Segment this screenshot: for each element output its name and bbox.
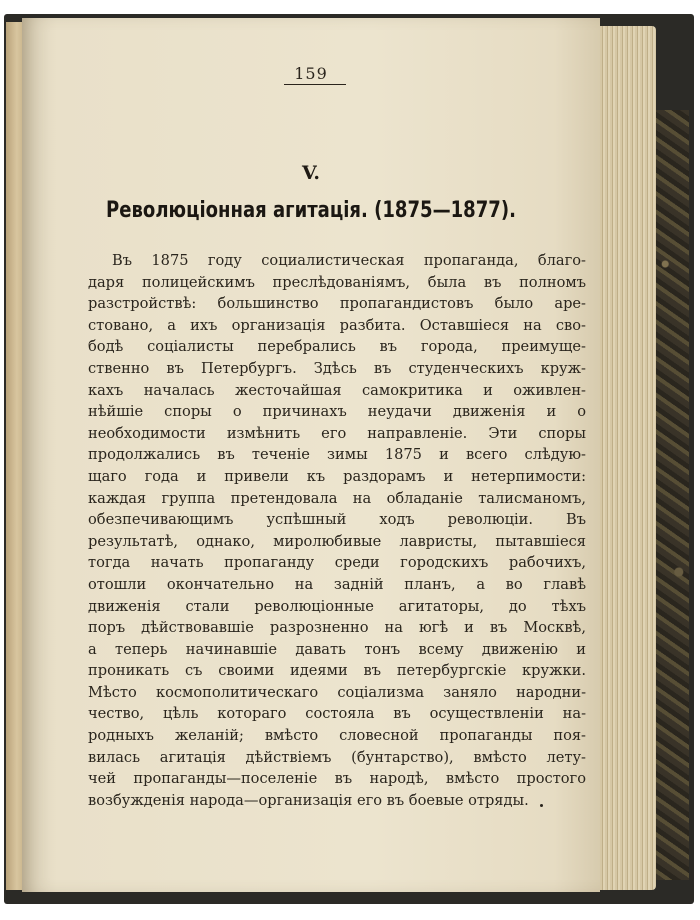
- text-line: родныхъ желаній; вмѣсто словесной пропаганды поя-: [88, 727, 586, 745]
- marbled-binding: [655, 110, 689, 880]
- page-number: 159: [294, 64, 328, 83]
- text-line: тогда начать пропаганду среди городскихъ рабочихъ,: [88, 554, 586, 572]
- text-line: стовано, а ихъ организація разбита. Оставшіеся на сво-: [88, 316, 586, 334]
- body-text: [88, 250, 586, 811]
- text-line: отошли окончательно на задній планъ, а во главѣ: [88, 575, 586, 593]
- ink-speck: [540, 804, 543, 807]
- text-line: каждая группа претендовала на обладаніе талисманомъ,: [88, 489, 586, 507]
- book-page: [22, 18, 600, 892]
- text-line: кахъ началась жесточайшая самокритика и оживлен-: [88, 381, 586, 399]
- text-line: продолжались въ теченіе зимы 1875 и всего слѣдую-: [88, 446, 586, 464]
- text-line: вилась агитація дѣйствіемъ (бунтарство), вмѣсто лету-: [88, 748, 586, 766]
- text-line: движенія стали революціонные агитаторы, до тѣхъ: [88, 597, 586, 615]
- text-line: Въ 1875 году социалистическая пропаганда, благо-: [112, 252, 586, 269]
- text-line: возбужденія народа—организація его въ боевые отряды.: [88, 791, 529, 809]
- text-line: разстройствѣ: большинство пропагандистовъ было аре-: [88, 295, 586, 313]
- text-line: даря полицейскимъ преслѣдованіямъ, была въ полномъ: [88, 273, 586, 291]
- text-line: ственно въ Петербургъ. Здѣсь въ студенческихъ круж-: [88, 359, 586, 377]
- text-line: бодѣ соціалисты перебрались въ города, преимуще-: [88, 338, 586, 356]
- text-line: результатѣ, однако, миролюбивые лавристы, пытавшіеся: [88, 532, 586, 550]
- chapter-numeral: V.: [301, 162, 321, 184]
- text-line: поръ дѣйствовавшіе разрозненно на югѣ и въ Москвѣ,: [88, 619, 586, 637]
- text-line: обезпечивающимъ успѣшный ходъ революціи. Въ: [88, 511, 586, 529]
- text-line: щаго года и привели къ раздорамъ и нетерпимости:: [88, 467, 586, 485]
- text-line: а теперь начинавшіе давать тонъ всему движенію и: [88, 640, 586, 658]
- text-line: необходимости измѣнить его направленіе. Эти споры: [88, 424, 586, 442]
- text-line: нѣйшіе споры о причинахъ неудачи движенія и о: [88, 403, 586, 421]
- text-line: Мѣсто космополитическаго соціализма заняло народни-: [88, 683, 586, 701]
- text-line: проникать съ своими идеями въ петербургскіе кружки.: [88, 662, 586, 680]
- page-number-rule: [284, 84, 346, 85]
- text-line: чество, цѣль котораго состояла въ осуществленіи на-: [88, 705, 586, 723]
- chapter-title: Революціонная агитація. (1875—1877).: [106, 198, 516, 223]
- text-line: чей пропаганды—поселеніе въ народѣ, вмѣсто простого: [88, 770, 586, 788]
